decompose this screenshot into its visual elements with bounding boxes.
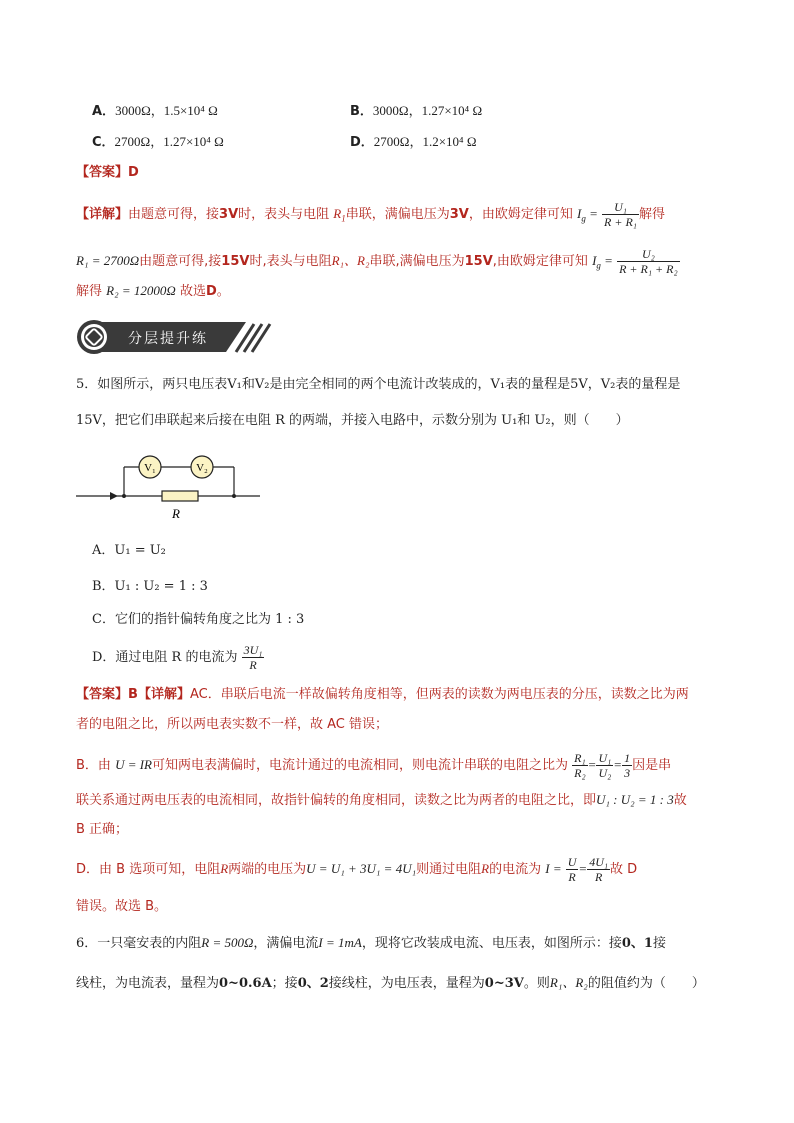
option-d-text: 2700Ω，1.2×10⁴ Ω	[373, 134, 477, 149]
q4-detail-line2	[76, 247, 680, 278]
detail-text: 15V	[464, 254, 493, 269]
detail-text: 3V	[449, 207, 469, 222]
detail-label: 【详解】	[137, 687, 190, 702]
detail-text: 串联,满偏电压为	[369, 254, 465, 269]
option-a-text: 3000Ω，1.5×10⁴ Ω	[115, 103, 218, 118]
option-a-letter: A．	[92, 104, 116, 119]
equation: U = IR	[115, 757, 152, 772]
q5-detail-line2	[76, 716, 388, 734]
question-text: 0、1	[621, 936, 653, 951]
detail-label: 【详解】	[76, 207, 129, 222]
detail-var: R₁、R₂	[549, 975, 588, 990]
junction	[232, 494, 236, 498]
option-b	[350, 102, 482, 121]
detail-text: AC．串联后电流一样故偏转角度相等，但两表的读数为两电压表的分压，读数之比为两	[189, 687, 689, 702]
question-text: 0~3V	[484, 976, 524, 991]
q5-detail-line5	[76, 821, 128, 839]
q4-detail-line1: 【详解】由题意可得，接3V时，表头与电阻 $R_1$串联，满偏电压为3V，由欧姆定律可知 $I_g$ = $\frac{\text{U₁}}{\text{R + R₁}}$ 解得	[76, 200, 665, 229]
q5-line1	[76, 376, 680, 394]
detail-var: R	[481, 861, 490, 876]
option-text: C．它们的指针偏转角度之比为 1 : 3	[92, 612, 305, 627]
q4-answer	[76, 164, 139, 182]
q6-line1	[76, 934, 666, 953]
fraction: $\frac{\text{4U₁}}{R}$	[589, 855, 609, 884]
equation: R₁ = 2700Ω	[76, 253, 140, 268]
equation: R₂ = 12000Ω	[106, 283, 176, 298]
question-text: ，满偏电流	[253, 936, 319, 951]
question-text: ；接	[271, 976, 298, 991]
detail-text: 由题意可得，接	[128, 207, 220, 222]
v1-label: V₁	[144, 462, 156, 474]
q4-detail-line3	[76, 282, 230, 301]
detail-var: R	[333, 206, 342, 221]
detail-text: 由题意可得,接	[139, 254, 222, 269]
equation: R = 500Ω	[201, 935, 254, 950]
detail-text: 则通过电阻	[416, 862, 482, 877]
detail-text: 时,表头与电阻	[249, 254, 332, 269]
question-text: 6．一只毫安表的内阻	[76, 936, 202, 951]
detail-var: R₁、R₂	[331, 253, 370, 268]
option-a	[92, 102, 218, 121]
q5-detail-line3: B．由 U = IR可知两电表满偏时，电流计通过的电流相同，则电流计串联的电阻之比为 $\frac{\text{R₁}}{\text{R₂}}$ = $\frac{\text{U₁}}{\text{U₂}}$ = $\frac{1}{3}$ 因是串	[76, 751, 672, 780]
fraction: $\frac{\text{U₁}}{\text{R + R₁}}$	[604, 200, 637, 229]
question-text: 接	[652, 936, 666, 951]
v2-label: V₂	[196, 462, 208, 474]
answer-label: 【答案】	[76, 165, 129, 180]
detail-text: 解得	[638, 207, 665, 222]
option-c-text: 2700Ω，1.27×10⁴ Ω	[114, 134, 224, 149]
q5-option-d	[92, 641, 264, 675]
option-text: D．通过电阻 R 的电流为	[92, 650, 238, 665]
detail-text: 两端的电压为	[228, 862, 307, 877]
q6-line2	[76, 974, 705, 993]
question-text: 。则	[523, 976, 550, 991]
question-text: 的阻值约为（ ）	[587, 976, 705, 991]
question-text: 0~0.6A	[219, 976, 272, 991]
fraction: $\frac{\text{U₂}}{\text{R + R₁ + R₂}}$	[619, 247, 678, 276]
detail-text: B 正确；	[76, 822, 129, 837]
current-arrow	[110, 492, 118, 500]
option-text: B．U₁ : U₂ = 1 : 3	[92, 579, 208, 594]
detail-text: 解得	[76, 284, 103, 299]
q5-option-c	[92, 611, 304, 629]
equation: U = U₁ + 3U₁ = 4U₁	[306, 861, 417, 876]
section-banner	[76, 318, 272, 356]
option-c-letter: C．	[92, 135, 115, 150]
q5-detail-line6: D．由 B 选项可知，电阻R两端的电压为U = U₁ + 3U₁ = 4U₁则通过电阻R的电流为 I = $\frac{U}{R}$ = $\frac{\text{4U₁}}{R}$ 故 D	[76, 855, 638, 884]
q5-line2	[76, 412, 629, 430]
detail-text: 15V	[221, 254, 250, 269]
q5-detail-line1	[76, 686, 689, 704]
detail-text: 故	[673, 793, 687, 808]
equation-lhs: I =	[545, 861, 562, 876]
detail-text: ，由欧姆定律可知	[468, 207, 573, 222]
fraction: $\frac{1}{3}$	[624, 751, 631, 780]
banner-title: 分层提升练	[128, 331, 208, 347]
junction	[122, 494, 126, 498]
detail-text: 3V	[219, 207, 239, 222]
fraction: $\frac{\text{R₁}}{\text{R₂}}$	[574, 751, 586, 780]
answer-value: B	[128, 687, 138, 702]
equation-lhs: $I_g$ =	[577, 206, 598, 224]
detail-text: 可知两电表满偏时，电流计通过的电流相同，则电流计串联的电阻之比为	[152, 758, 569, 773]
question-text: ，现将它改装成电流、电压表，如图所示：接	[361, 936, 622, 951]
detail-text: 故选	[179, 284, 206, 299]
equation: I = 1mA	[318, 935, 362, 950]
fraction: $\frac{\text{3U₁}}{R}$	[243, 643, 263, 672]
detail-text: D	[205, 284, 217, 299]
q5-option-b	[92, 578, 208, 596]
detail-text: 。	[216, 284, 230, 299]
equation-lhs: $I_g$ =	[592, 253, 613, 271]
question-text: 0、2	[297, 976, 329, 991]
detail-text: 联关系通过两电压表的电流相同，故指针偏转的角度相同，读数之比为两者的电阻之比，即	[76, 793, 597, 808]
detail-text: 错误。故选 B。	[76, 899, 168, 914]
resistor-label: R	[172, 506, 180, 521]
option-d	[350, 133, 476, 152]
option-b-letter: B．	[350, 104, 373, 119]
option-text: A．U₁ = U₂	[92, 543, 166, 558]
detail-text: 者的电阻之比，所以两电表实数不一样，故 AC 错误；	[76, 717, 389, 732]
resistor-r	[162, 491, 198, 501]
detail-text: 串联，满偏电压为	[345, 207, 450, 222]
fraction: $\frac{U}{R}$	[567, 855, 577, 884]
option-b-text: 3000Ω，1.27×10⁴ Ω	[372, 103, 483, 118]
detail-text: B．由	[76, 758, 111, 773]
detail-var: R	[220, 861, 229, 876]
circuit-diagram	[74, 452, 264, 524]
detail-text: 时，表头与电阻	[238, 207, 330, 222]
question-text: 线柱，为电流表，量程为	[76, 976, 220, 991]
detail-text: 的电流为	[489, 862, 542, 877]
question-text: 15V，把它们串联起来后接在电阻 R 的两端，并接入电路中，示数分别为 U₁和 U₂，则（ ）	[76, 413, 629, 428]
answer-value: D	[128, 165, 139, 180]
equation: U₁ : U₂ = 1 : 3	[596, 792, 674, 807]
detail-text: D．由 B 选项可知，电阻	[76, 862, 221, 877]
fraction: $\frac{\text{U₁}}{\text{U₂}}$	[598, 751, 612, 780]
answer-label: 【答案】	[76, 687, 129, 702]
question-text: 5．如图所示，两只电压表V₁和V₂是由完全相同的两个电流计改装成的，V₁表的量程是5V，V₂表的量程是	[76, 377, 681, 392]
detail-text: 故 D	[610, 862, 638, 877]
q5-detail-line7	[76, 898, 167, 916]
q5-option-a	[92, 542, 166, 560]
q5-detail-line4	[76, 791, 687, 810]
detail-text: ,由欧姆定律可知	[492, 254, 588, 269]
option-d-letter: D．	[350, 135, 374, 150]
question-text: 接线柱，为电压表，量程为	[328, 976, 485, 991]
detail-text: 因是串	[632, 758, 672, 773]
option-c	[92, 133, 224, 152]
